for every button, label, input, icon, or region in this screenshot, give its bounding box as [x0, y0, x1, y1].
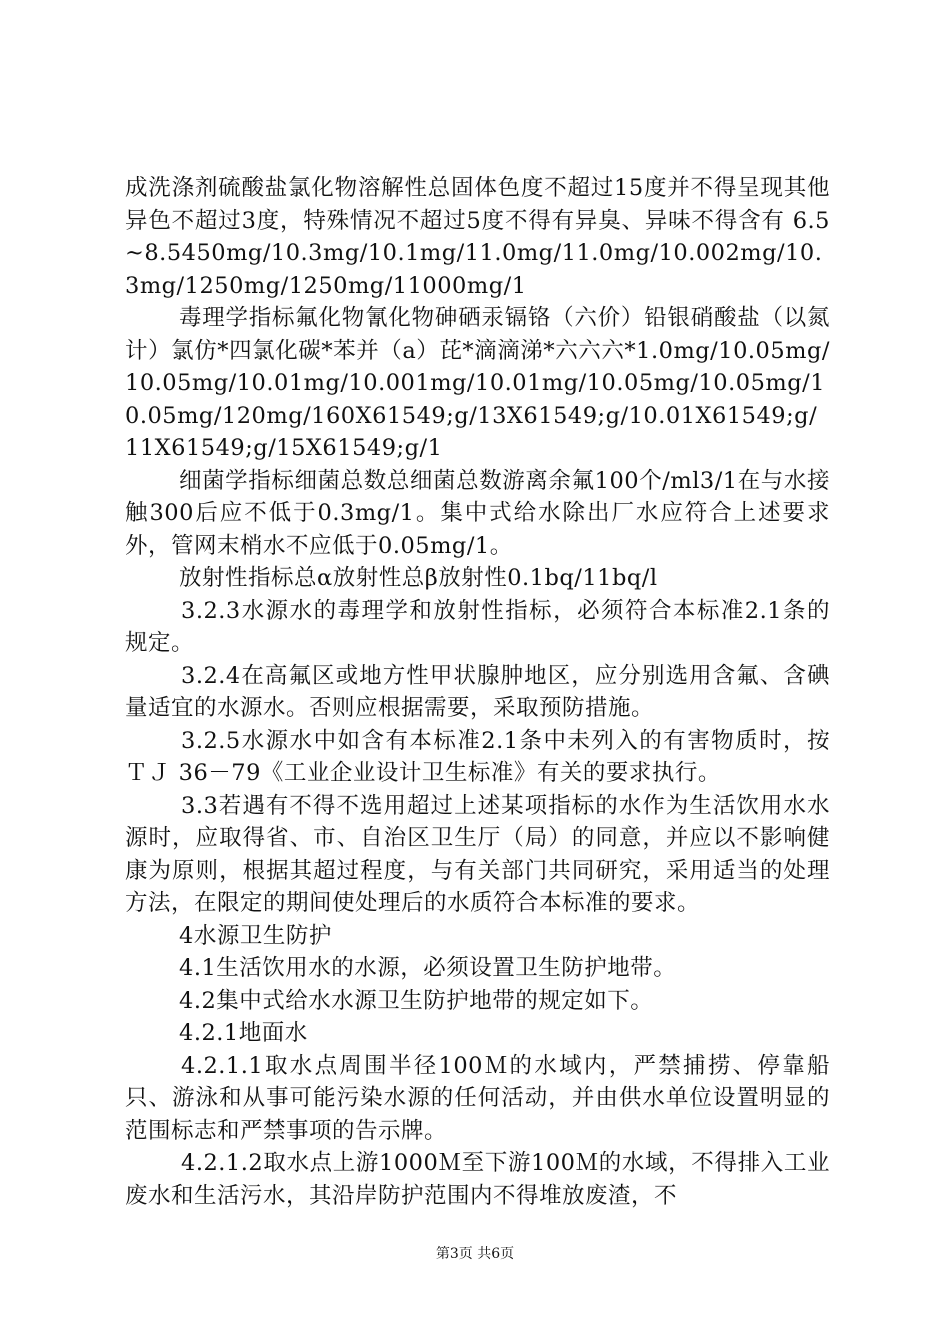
- paragraph: 成洗涤剂硫酸盐氯化物溶解性总固体色度不超过15度并不得呈现其他异色不超过3度，特殊情况不超过5度不得有异臭、异味不得含有 6.5~8.5450mg/10.3mg/10.1mg/11.0mg/11.0mg/10.002mg/10.3mg/1250mg/1250mg/11000mg/1: [125, 175, 830, 299]
- paragraph: 4.2.1地面水: [179, 1020, 308, 1046]
- document-body: [125, 172, 830, 1212]
- paragraph: 3.2.3水源水的毒理学和放射性指标，必须符合本标准2.1条的规定。: [125, 597, 830, 656]
- paragraph: 3.3若遇有不得不选用超过上述某项指标的水作为生活饮用水水源时，应取得省、市、自治区卫生厅（局）的同意，并应以不影响健康为原则，根据其超过程度，与有关部门共同研究，采用适当的处理方法，在限定的期间使处理后的水质符合本标准的要求。: [125, 792, 830, 916]
- paragraph: 4.1生活饮用水的水源，必须设置卫生防护地带。: [179, 955, 677, 981]
- paragraph: 4.2集中式给水水源卫生防护地带的规定如下。: [179, 987, 654, 1014]
- paragraph: 放射性指标总α放射性总β放射性0.1bq/11bq/l: [179, 565, 658, 591]
- paragraph: 3.2.5水源水中如含有本标准2.1条中未列入的有害物质时，按ＴＪ 36－79《工业企业设计卫生标准》有关的要求执行。: [125, 727, 830, 786]
- paragraph: 4水源卫生防护: [179, 922, 332, 949]
- page-footer: 第3页 共6页: [435, 1246, 515, 1262]
- paragraph: 4.2.1.1取水点周围半径100Ｍ的水域内，严禁捕捞、停靠船只、游泳和从事可能污染水源的任何活动，并由供水单位设置明显的范围标志和严禁事项的告示牌。: [125, 1052, 830, 1144]
- paragraph: 细菌学指标细菌总数总细菌总数游离余氟100个/ml3/1在与水接触300后应不低于0.3mg/1。集中式给水除出厂水应符合上述要求外，管网末梢水不应低于0.05mg/1。: [125, 467, 830, 559]
- paragraph: 4.2.1.2取水点上游1000Ｍ至下游100Ｍ的水域，不得排入工业废水和生活污水，其沿岸防护范围内不得堆放废渣，不: [125, 1150, 830, 1209]
- paragraph: 毒理学指标氟化物氰化物砷硒汞镉铬（六价）铅银硝酸盐（以氮计）氯仿*四氯化碳*苯并（a）芘*滴滴涕*六六六*1.0mg/10.05mg/10.05mg/10.01mg/10.001mg/10.01mg/10.05mg/10.05mg/10.05mg/120mg/160X61549;g/13X61549;g/10.01X61549;g/11X61549;g/15X61549;g/1: [125, 305, 830, 461]
- paragraph: 3.2.4在高氟区或地方性甲状腺肿地区，应分别选用含氟、含碘量适宜的水源水。否则应根据需要，采取预防措施。: [125, 662, 830, 721]
